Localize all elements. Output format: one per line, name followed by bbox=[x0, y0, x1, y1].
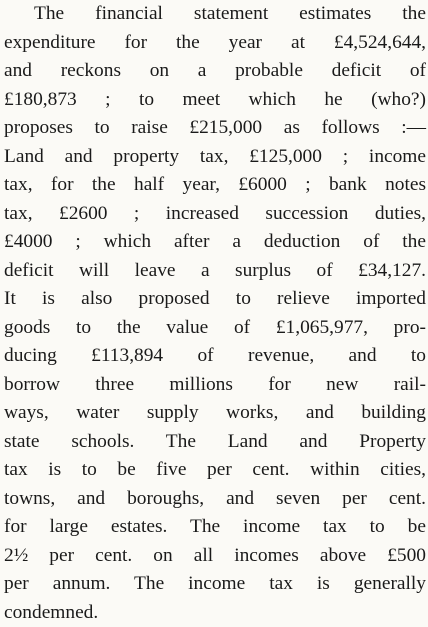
text-line: £180,873 ; to meet which he (who?) bbox=[4, 86, 426, 115]
text-line: borrow three millions for new rail- bbox=[4, 371, 426, 400]
text-line: 2½ per cent. on all incomes above £500 bbox=[4, 542, 426, 571]
text-line: The financial statement estimates the bbox=[4, 0, 426, 29]
text-line: and reckons on a probable deficit of bbox=[4, 57, 426, 86]
text-line: tax, £2600 ; increased succession duties, bbox=[4, 200, 426, 229]
text-line: tax, for the half year, £6000 ; bank notes bbox=[4, 171, 426, 200]
text-line: for large estates. The income tax to be bbox=[4, 513, 426, 542]
text-line: goods to the value of £1,065,977, pro- bbox=[4, 314, 426, 343]
text-line: state schools. The Land and Property bbox=[4, 428, 426, 457]
text-line: per annum. The income tax is generally bbox=[4, 570, 426, 599]
text-line: tax is to be five per cent. within cities, bbox=[4, 456, 426, 485]
text-line: Land and property tax, £125,000 ; income bbox=[4, 143, 426, 172]
text-line: £4000 ; which after a deduction of the bbox=[4, 228, 426, 257]
text-line: condemned. bbox=[4, 599, 426, 627]
text-line: deficit will leave a surplus of £34,127. bbox=[4, 257, 426, 286]
text-line: expenditure for the year at £4,524,644, bbox=[4, 29, 426, 58]
text-line: ducing £113,894 of revenue, and to bbox=[4, 342, 426, 371]
text-line: ways, water supply works, and building bbox=[4, 399, 426, 428]
text-line: towns, and boroughs, and seven per cent. bbox=[4, 485, 426, 514]
text-line: It is also proposed to relieve imported bbox=[4, 285, 426, 314]
text-line: proposes to raise £215,000 as follows :— bbox=[4, 114, 426, 143]
